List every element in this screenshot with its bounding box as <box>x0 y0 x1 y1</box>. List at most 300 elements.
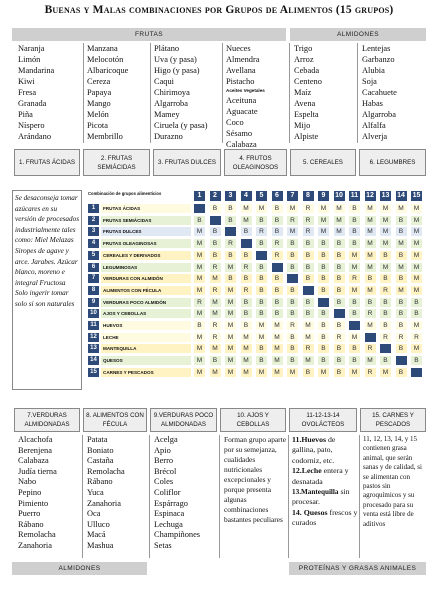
matrix-cell: M <box>380 227 391 236</box>
matrix-cell: M <box>334 204 345 213</box>
list-item: Macá <box>87 530 106 540</box>
list-item: Kiwi <box>18 77 35 86</box>
matrix-cell: M <box>272 368 283 377</box>
row-number: 14 <box>88 356 99 365</box>
frutas-bar: FRUTAS <box>12 28 286 41</box>
list-item: Mashua <box>87 540 114 550</box>
mantequilla-heading: 13.Mantequilla <box>292 488 339 497</box>
group-label-1: 1. FRUTAS ÁCIDAS <box>14 149 80 176</box>
list-item: Alubia <box>362 66 385 75</box>
matrix-cell: M <box>365 216 376 225</box>
matrix-cell: B <box>334 356 345 365</box>
matrix-cell: B <box>396 274 407 283</box>
matrix-cell: B <box>396 216 407 225</box>
list-item: Albaricoque <box>87 66 129 75</box>
matrix-cell: M <box>194 263 205 272</box>
matrix-cell: B <box>334 321 345 330</box>
matrix-cell: M <box>365 227 376 236</box>
matrix-cell: B <box>411 356 422 365</box>
matrix-cell: M <box>272 333 283 342</box>
matrix-cell: R <box>349 274 360 283</box>
almidones-top-bar: ALMIDONES <box>290 28 426 41</box>
matrix-cell: B <box>303 274 314 283</box>
matrix-cell: B <box>396 227 407 236</box>
mantequilla-text: sin procesar. <box>292 487 350 507</box>
matrix-cell: M <box>396 239 407 248</box>
list-item: Brécol <box>154 466 177 476</box>
cereal-column <box>294 43 356 142</box>
list-item: Lentejas <box>362 44 391 53</box>
matrix-cell: R <box>411 333 422 342</box>
row-number: 7 <box>88 274 99 283</box>
bottom-group-15: 15. CARNES Y PESCADOS <box>360 408 426 432</box>
list-item: Cereza <box>87 77 111 86</box>
matrix-row <box>88 215 427 226</box>
list-item: Berro <box>154 456 174 466</box>
leche-text: entera y desnatada <box>292 466 349 486</box>
matrix-cell: R <box>303 216 314 225</box>
matrix-cell: B <box>272 286 283 295</box>
matrix-cell: B <box>318 251 329 260</box>
list-item: Piña <box>18 110 33 119</box>
matrix-cell: M <box>411 274 422 283</box>
matrix-diagonal-cell <box>287 274 298 283</box>
matrix-cell: B <box>256 274 267 283</box>
matrix-cell: M <box>380 263 391 272</box>
list-item: Espinaca <box>154 509 185 519</box>
matrix-row <box>88 262 427 273</box>
row-number: 15 <box>88 368 99 377</box>
bottom-group-9: 9.VERDURAS POCO ALMIDONADAS <box>150 408 217 432</box>
matrix-cell: R <box>210 333 221 342</box>
list-item: Sésamo <box>226 129 253 138</box>
matrix-cell: B <box>396 321 407 330</box>
matrix-row <box>88 367 427 378</box>
matrix-cell: B <box>380 321 391 330</box>
row-label: CARNES Y PESCADOS <box>101 368 191 377</box>
matrix-cell: M <box>380 216 391 225</box>
matrix-cell: M <box>349 263 360 272</box>
matrix-cell: B <box>256 286 267 295</box>
matrix-cell: M <box>225 368 236 377</box>
matrix-cell: M <box>349 286 360 295</box>
list-item: Coco <box>226 118 244 127</box>
matrix-cell: B <box>241 321 252 330</box>
matrix-cell: R <box>194 298 205 307</box>
list-item: Patata <box>87 435 108 444</box>
list-item: Arándano <box>18 132 52 141</box>
matrix-cell: B <box>287 333 298 342</box>
matrix-row <box>88 343 427 354</box>
matrix-cell: R <box>287 321 298 330</box>
matrix-cell: B <box>210 356 221 365</box>
matrix-cell: B <box>334 274 345 283</box>
matrix-cell: B <box>272 298 283 307</box>
list-item: Avellana <box>226 66 256 75</box>
list-item: Rábano <box>87 477 113 487</box>
matrix-cell: B <box>334 286 345 295</box>
list-item: Manzana <box>87 44 118 53</box>
list-item: Alpiste <box>294 132 319 141</box>
matrix-diagonal-cell <box>225 227 236 236</box>
matrix-cell: M <box>210 309 221 318</box>
list-item: Zanahoria <box>87 498 121 508</box>
row-number: 1 <box>88 204 99 213</box>
matrix-cell: M <box>365 321 376 330</box>
matrix-col-number: 15 <box>412 192 421 199</box>
row-number: 6 <box>88 263 99 272</box>
matrix-cell: M <box>334 216 345 225</box>
list-item: Papaya <box>87 88 112 97</box>
matrix-col-number: 3 <box>225 191 236 201</box>
row-label: MANTEQUILLA <box>101 344 191 353</box>
list-subheading: Aceites Vegetales <box>226 88 265 93</box>
quesos-heading: 14. Quesos <box>292 507 328 517</box>
list-item: Soja <box>362 77 377 86</box>
matrix-cell: B <box>303 251 314 260</box>
matrix-cell: M <box>411 263 422 272</box>
fruit-column-1 <box>18 43 80 142</box>
list-item: Melocotón <box>87 55 124 64</box>
matrix-cell: M <box>349 333 360 342</box>
row-number: 9 <box>88 298 99 307</box>
matrix-cell: M <box>241 368 252 377</box>
matrix-col-number: 9 <box>318 191 329 201</box>
matrix-cell: R <box>256 227 267 236</box>
matrix-cell: R <box>396 333 407 342</box>
matrix-cell: M <box>318 204 329 213</box>
matrix-cell: B <box>396 344 407 353</box>
list-item: Alfalfa <box>362 121 386 130</box>
matrix-cell: B <box>287 286 298 295</box>
matrix-cell: M <box>396 263 407 272</box>
matrix-cell: M <box>411 216 422 225</box>
matrix-row <box>88 273 427 284</box>
matrix-cell: B <box>272 309 283 318</box>
matrix-diagonal-cell <box>334 309 345 318</box>
list-item: Nueces <box>226 44 251 53</box>
leche-heading: 12.Leche <box>292 466 322 476</box>
matrix-diagonal-cell <box>349 321 360 330</box>
matrix-cell: B <box>303 298 314 307</box>
group-label-3: 3. FRUTAS DULCES <box>153 149 221 176</box>
matrix-cell: B <box>210 227 221 236</box>
matrix-cell: M <box>380 239 391 248</box>
matrix-cell: B <box>287 344 298 353</box>
matrix-cell: M <box>318 227 329 236</box>
bottom-group-10: 10. AJOS Y CEBOLLAS <box>220 408 286 432</box>
list-item: Calabaza <box>18 456 49 466</box>
matrix-diagonal-cell <box>318 298 329 307</box>
matrix-cell: B <box>287 251 298 260</box>
matrix-cell: B <box>380 298 391 307</box>
matrix-cell: R <box>303 204 314 213</box>
matrix-cell: R <box>225 239 236 248</box>
row-label: CEREALES Y DERIVADOS <box>101 251 191 260</box>
group-label-6: 6. LEGUMBRES <box>359 149 426 176</box>
matrix-cell: M <box>225 333 236 342</box>
list-item: Maíz <box>294 88 312 97</box>
list-item: Espárrago <box>154 498 188 508</box>
bottom-group-7: 7.VERDURAS ALMIDONADAS <box>14 408 80 432</box>
matrix-cell: B <box>349 204 360 213</box>
matrix-cell: M <box>210 298 221 307</box>
matrix-cell: B <box>396 298 407 307</box>
row-number: 8 <box>88 286 99 295</box>
list-item: Mango <box>87 99 111 108</box>
matrix-cell: B <box>365 298 376 307</box>
matrix-cell: B <box>380 356 391 365</box>
matrix-cell: R <box>303 344 314 353</box>
matrix-row <box>88 320 427 331</box>
list-item: Boniato <box>87 445 114 455</box>
matrix-cell: B <box>303 239 314 248</box>
list-item: Coliflor <box>154 487 181 497</box>
list-item: Espelta <box>294 110 319 119</box>
matrix-cell: M <box>287 204 298 213</box>
list-item: Cebada <box>294 66 320 75</box>
list-item: Calabaza <box>226 140 257 149</box>
matrix-col-number: 11 <box>350 192 359 199</box>
matrix-cell: M <box>396 286 407 295</box>
list-item: Alcachofa <box>18 435 53 444</box>
fruit-column-4 <box>226 43 286 150</box>
matrix-cell: B <box>318 333 329 342</box>
matrix-row <box>88 226 427 237</box>
matrix-cell: B <box>256 239 267 248</box>
list-item: Setas <box>154 540 172 550</box>
matrix-cell: M <box>287 368 298 377</box>
list-item: Chirimoya <box>154 88 190 97</box>
matrix-cell: B <box>287 298 298 307</box>
row-number: 4 <box>88 239 99 248</box>
matrix-cell: R <box>365 368 376 377</box>
matrix-cell: M <box>194 239 205 248</box>
matrix-col-number: 7 <box>287 191 298 201</box>
matrix-diagonal-cell <box>365 333 376 342</box>
matrix-cell: B <box>318 309 329 318</box>
list-item: Granada <box>18 99 47 108</box>
matrix-cell: R <box>241 263 252 272</box>
matrix-cell: B <box>210 251 221 260</box>
matrix-cell: M <box>365 251 376 260</box>
list-item: Arroz <box>294 55 314 64</box>
list-item: Trigo <box>294 44 313 53</box>
matrix-cell: B <box>256 216 267 225</box>
matrix-cell: B <box>396 368 407 377</box>
matrix-cell: B <box>380 274 391 283</box>
matrix-cell: B <box>318 344 329 353</box>
matrix-row <box>88 203 427 214</box>
fruit-column-2 <box>87 43 149 142</box>
matrix-diagonal-cell <box>241 239 252 248</box>
matrix-cell: B <box>225 216 236 225</box>
row-label: FRUTAS SEMIÁCIDAS <box>101 216 191 225</box>
matrix-cell: B <box>287 263 298 272</box>
matrix-cell: M <box>303 356 314 365</box>
row-label: FRUTAS DULCES <box>101 227 191 236</box>
matrix-cell: B <box>287 356 298 365</box>
list-item: Acelga <box>154 435 178 444</box>
list-item: Aguacate <box>226 107 258 116</box>
matrix-cell: M <box>411 204 422 213</box>
list-item: Ciruela (y pasa) <box>154 121 208 130</box>
row-number: 5 <box>88 251 99 260</box>
matrix-cell: M <box>365 263 376 272</box>
row-label: HUEVOS <box>101 321 191 330</box>
matrix-cell: B <box>318 286 329 295</box>
matrix-cell: B <box>396 251 407 260</box>
matrix-cell: B <box>318 239 329 248</box>
matrix-cell: M <box>194 344 205 353</box>
carnes-description: 11, 12, 13, 14, y 15 contienen grasa animal, que serán sanas y de calidad, si se alimentan con pastos sin agroquímicos y su procesado para su venta está libre de aditivos <box>363 435 422 528</box>
matrix-diagonal-cell <box>380 344 391 353</box>
matrix-diagonal-cell <box>210 216 221 225</box>
list-item: Habas <box>362 99 383 108</box>
list-item: Apio <box>154 445 171 455</box>
list-item: Melón <box>87 110 109 119</box>
matrix-cell: M <box>194 309 205 318</box>
list-item: Puerro <box>18 509 41 519</box>
matrix-cell: M <box>318 216 329 225</box>
matrix-cell: M <box>365 356 376 365</box>
matrix-cell: M <box>334 227 345 236</box>
bottom-group-11-14: 11-12-13-14 OVOLÁCTEOS <box>289 408 357 432</box>
matrix-cell: M <box>365 239 376 248</box>
matrix-cell: M <box>272 356 283 365</box>
matrix-cell: B <box>349 239 360 248</box>
verduras-almidonadas-list <box>18 435 82 552</box>
list-item: Remolacha <box>87 466 125 476</box>
matrix-cell: B <box>225 204 236 213</box>
group-label-4: 4. FRUTOS OLEAGINOSOS <box>224 149 287 176</box>
matrix-cell: R <box>287 216 298 225</box>
huevos-text: de gallina, pato, codorniz, etc. <box>292 435 336 465</box>
matrix-cell: R <box>365 309 376 318</box>
matrix-cell: B <box>334 263 345 272</box>
matrix-cell: M <box>365 204 376 213</box>
matrix-cell: R <box>272 251 283 260</box>
matrix-col-number: 14 <box>397 192 405 199</box>
matrix-cell: M <box>225 356 236 365</box>
matrix-cell: M <box>194 333 205 342</box>
matrix-cell: M <box>272 344 283 353</box>
matrix-col-number: 1 <box>194 191 205 201</box>
row-number: 12 <box>88 333 99 342</box>
list-item: Níspero <box>18 121 45 130</box>
matrix-cell: M <box>194 286 205 295</box>
matrix-cell: R <box>334 333 345 342</box>
row-number: 13 <box>88 344 99 353</box>
list-item: Ulluco <box>87 519 110 529</box>
matrix-cell: B <box>349 344 360 353</box>
matrix-cell: M <box>256 333 267 342</box>
matrix-cell: R <box>303 227 314 236</box>
matrix-cell: B <box>349 227 360 236</box>
matrix-col-number: 13 <box>381 192 390 199</box>
row-label: FRUTAS OLEAGINOSAS <box>101 239 191 248</box>
matrix-cell: B <box>349 309 360 318</box>
matrix-cell: M <box>411 344 422 353</box>
matrix-cell: M <box>318 368 329 377</box>
list-item: Cacahuete <box>362 88 397 97</box>
matrix-cell: B <box>303 309 314 318</box>
matrix-cell: M <box>396 204 407 213</box>
matrix-cell: M <box>194 356 205 365</box>
matrix-cell: B <box>396 309 407 318</box>
matrix-cell: B <box>256 298 267 307</box>
matrix-cell: B <box>318 263 329 272</box>
list-item: Centeno <box>294 77 322 86</box>
matrix-cell: B <box>380 251 391 260</box>
list-item: Remolacha <box>18 530 56 540</box>
list-item: Mandarina <box>18 66 55 75</box>
matrix-cell: R <box>210 286 221 295</box>
row-number: 11 <box>88 321 99 330</box>
list-item: Judía tierna <box>18 466 57 476</box>
list-item: Oca <box>87 509 101 519</box>
matrix-cell: B <box>334 344 345 353</box>
matrix-cell: M <box>194 274 205 283</box>
matrix-cell: M <box>411 321 422 330</box>
matrix-cell: M <box>210 274 221 283</box>
matrix-cell: M <box>210 368 221 377</box>
proteinas-bottom-bar: PROTEÍNAS Y GRASAS ANIMALES <box>289 562 426 575</box>
list-item: Picota <box>87 121 108 130</box>
matrix-cell: B <box>272 216 283 225</box>
row-label: FRUTAS ÁCIDAS <box>101 204 191 213</box>
matrix-cell: M <box>365 286 376 295</box>
matrix-cell: M <box>349 251 360 260</box>
matrix-cell: B <box>241 298 252 307</box>
matrix-header: Combinación de grupos alimenticios <box>88 191 162 196</box>
matrix-cell: B <box>349 356 360 365</box>
matrix-cell: M <box>380 368 391 377</box>
matrix-cell: B <box>241 274 252 283</box>
bottom-group-8: 8. ALIMENTOS CON FÉCULA <box>83 408 147 432</box>
matrix-cell: B <box>272 274 283 283</box>
matrix-cell: R <box>380 333 391 342</box>
row-label: ALIMENTOS CON FÉCULA <box>101 286 191 295</box>
matrix-cell: M <box>349 368 360 377</box>
matrix-cell: M <box>411 239 422 248</box>
matrix-cell: B <box>318 274 329 283</box>
list-item: Lechuga <box>154 519 183 529</box>
matrix-cell: M <box>241 216 252 225</box>
matrix-cell: B <box>194 321 205 330</box>
matrix-cell: M <box>272 321 283 330</box>
matrix-cell: R <box>365 344 376 353</box>
list-item: Pistacho <box>226 77 255 86</box>
matrix-cell: B <box>349 216 360 225</box>
matrix-cell: M <box>256 368 267 377</box>
matrix-cell: M <box>303 321 314 330</box>
matrix-cell: B <box>411 309 422 318</box>
row-label: VERDURAS POCO ALMIDÓN <box>101 298 191 307</box>
matrix-row <box>88 355 427 366</box>
matrix-col-number: 8 <box>303 191 314 201</box>
matrix-cell: B <box>334 239 345 248</box>
matrix-cell: M <box>225 321 236 330</box>
list-item: Naranja <box>18 44 45 53</box>
list-item: Berenjena <box>18 445 52 455</box>
list-item: Fresa <box>18 88 37 97</box>
matrix-cell: M <box>411 251 422 260</box>
list-item: Aceituna <box>226 96 257 105</box>
matrix-row <box>88 238 427 249</box>
matrix-cell: B <box>349 298 360 307</box>
matrix-cell: B <box>334 298 345 307</box>
